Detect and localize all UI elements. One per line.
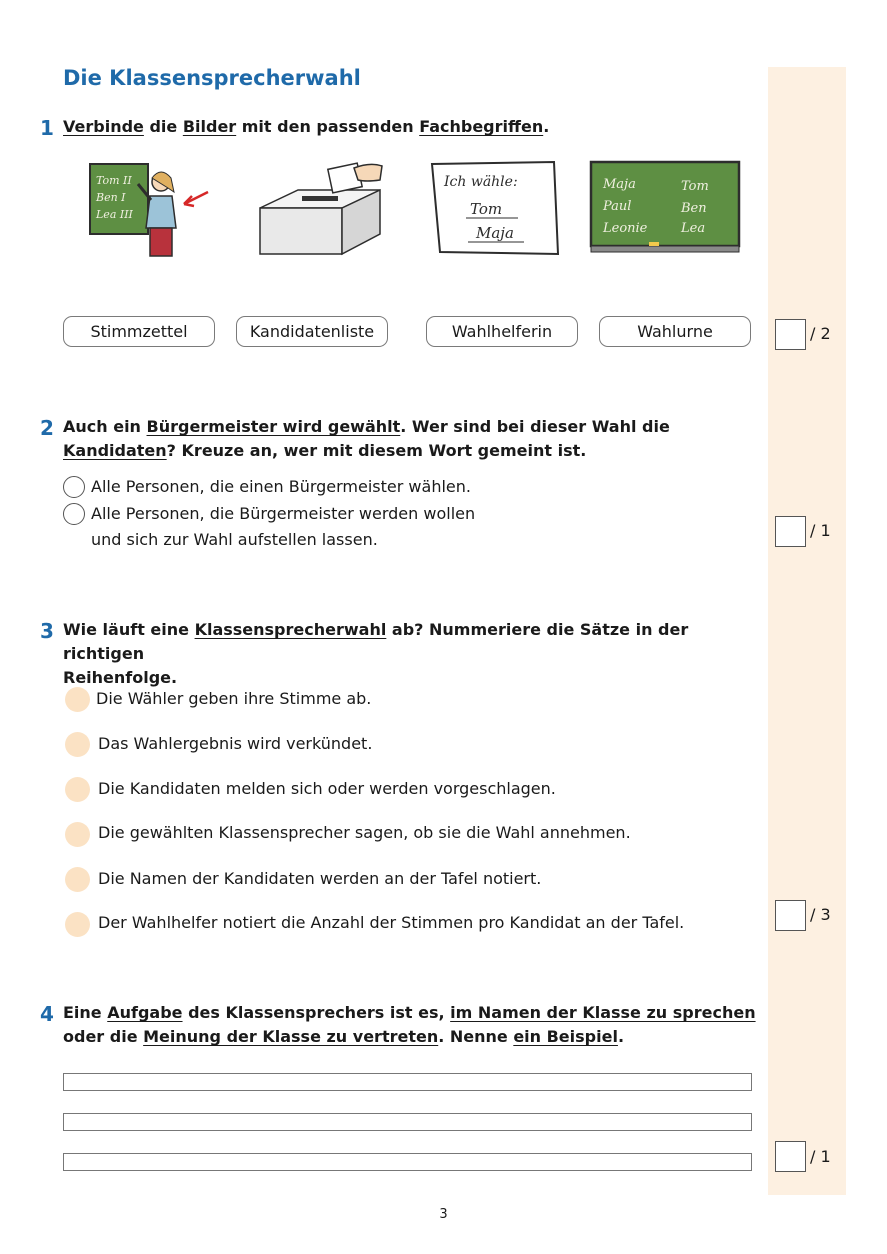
task-3-text: ab? Nummeriere die Sätze in der richtigen [63,620,689,663]
task-3-underline-klassensprecherwahl: Klassensprecherwahl [194,620,387,639]
board-name-leonie: Leonie [603,221,648,236]
board-name-ben: Ben [681,201,707,216]
term-kandidatenliste[interactable]: Kandidatenliste [236,316,388,347]
ballot-box-illustration [258,158,388,258]
score-box-task-3[interactable] [775,900,806,931]
task-2-number: 2 [40,416,54,440]
board-name-lea: Lea [681,221,706,236]
task-4-underline-beispiel: ein Beispiel [513,1027,618,1046]
answer-line-3[interactable] [63,1153,752,1171]
option-2-label-line-2: und sich zur Wahl aufstellen lassen. [91,530,378,549]
score-max-task-4: / 1 [810,1147,831,1166]
board-entry-3: Lea III [96,208,133,221]
task-4-question [63,1001,763,1049]
task-2-underline-kandidaten: Kandidaten [63,441,167,460]
number-field-1[interactable] [65,687,90,712]
term-wahlurne[interactable]: Wahlurne [599,316,751,347]
term-wahlhelferin[interactable]: Wahlhelferin [426,316,578,347]
option-2-label-line-1: Alle Personen, die Bürgermeister werden wollen [91,504,476,523]
task-2-underline-buergermeister: Bürgermeister wird gewählt [146,417,401,436]
sentence-3: Die Kandidaten melden sich oder werden vorgeschlagen. [98,779,556,798]
option-1-label: Alle Personen, die einen Bürgermeister wählen. [91,477,471,496]
task-2-question [63,415,763,463]
number-field-6[interactable] [65,912,90,937]
page-number: 3 [439,1207,448,1222]
task-2-text: . Wer sind bei dieser Wahl die [400,417,670,436]
score-box-task-2[interactable] [775,516,806,547]
task-3-text: Wie läuft eine [63,620,195,639]
number-field-5[interactable] [65,867,90,892]
board-name-tom: Tom [681,179,709,194]
girl-trousers [150,228,172,256]
answer-line-1[interactable] [63,1073,752,1091]
box-front [260,208,342,254]
score-box-task-1[interactable] [775,319,806,350]
term-stimmzettel[interactable]: Stimmzettel [63,316,215,347]
board-entry-1: Tom II [96,174,132,187]
task-3-number: 3 [40,619,54,643]
task-3-text: Reihenfolge. [63,668,178,687]
task-4-text: oder die [63,1027,144,1046]
task-4-underline-meinung: Meinung der Klasse zu vertreten [143,1027,439,1046]
number-field-2[interactable] [65,732,90,757]
score-max-task-1: / 2 [810,324,831,343]
task-1-word-fachbegriffen: Fachbegriffen [419,117,544,136]
task-4-text: . Nenne [438,1027,514,1046]
task-1-text: die [143,117,183,136]
task-1-number: 1 [40,116,54,140]
page-title: Die Klassensprecherwahl [63,66,361,90]
task-2-text: Auch ein [63,417,147,436]
helper-at-board-illustration [88,158,218,268]
red-arrow [184,192,208,204]
sentence-2: Das Wahlergebnis wird verkündet. [98,734,373,753]
hand [354,164,382,181]
task-3-question [63,618,763,690]
score-max-task-2: / 1 [810,521,831,540]
task-4-text: des Klassensprechers ist es, [182,1003,451,1022]
option-2-radio[interactable] [63,503,85,525]
score-sidebar [768,67,846,1195]
sentence-4: Die gewählten Klassensprecher sagen, ob sie die Wahl annehmen. [98,823,631,842]
task-4-underline-im-namen: im Namen der Klasse zu sprechen [450,1003,756,1022]
candidate-board-illustration [589,160,741,256]
ballot-name-2: Maja [476,224,514,242]
sentence-5: Die Namen der Kandidaten werden an der Tafel notiert. [98,869,542,888]
ballot-paper-illustration [428,160,560,258]
ballot-heading: Ich wähle: [444,174,518,190]
task-1-word-bilder: Bilder [182,117,237,136]
number-field-3[interactable] [65,777,90,802]
task-2-text: ? Kreuze an, wer mit diesem Wort gemeint ist. [166,441,587,460]
task-4-number: 4 [40,1002,54,1026]
number-field-4[interactable] [65,822,90,847]
board-entry-2: Ben I [96,191,126,204]
task-4-text: . [617,1027,625,1046]
sentence-1: Die Wähler geben ihre Stimme ab. [96,689,372,708]
task-1-text: . [543,117,550,136]
score-max-task-3: / 3 [810,905,831,924]
ballot-name-1: Tom [470,200,503,218]
task-4-underline-aufgabe: Aufgabe [107,1003,183,1022]
answer-line-2[interactable] [63,1113,752,1131]
chalk [649,242,659,246]
girl-shirt [146,196,176,228]
task-1-question [63,115,763,139]
chalk-tray [591,246,739,252]
task-4-text: Eine [63,1003,108,1022]
board-name-maja: Maja [603,177,636,192]
score-box-task-4[interactable] [775,1141,806,1172]
option-1-radio[interactable] [63,476,85,498]
sentence-6: Der Wahlhelfer notiert die Anzahl der Stimmen pro Kandidat an der Tafel. [98,913,685,932]
box-slot [302,196,338,201]
board-name-paul: Paul [603,199,632,214]
task-1-text: mit den passenden [236,117,420,136]
task-1-word-verbinde: Verbinde [63,117,144,136]
